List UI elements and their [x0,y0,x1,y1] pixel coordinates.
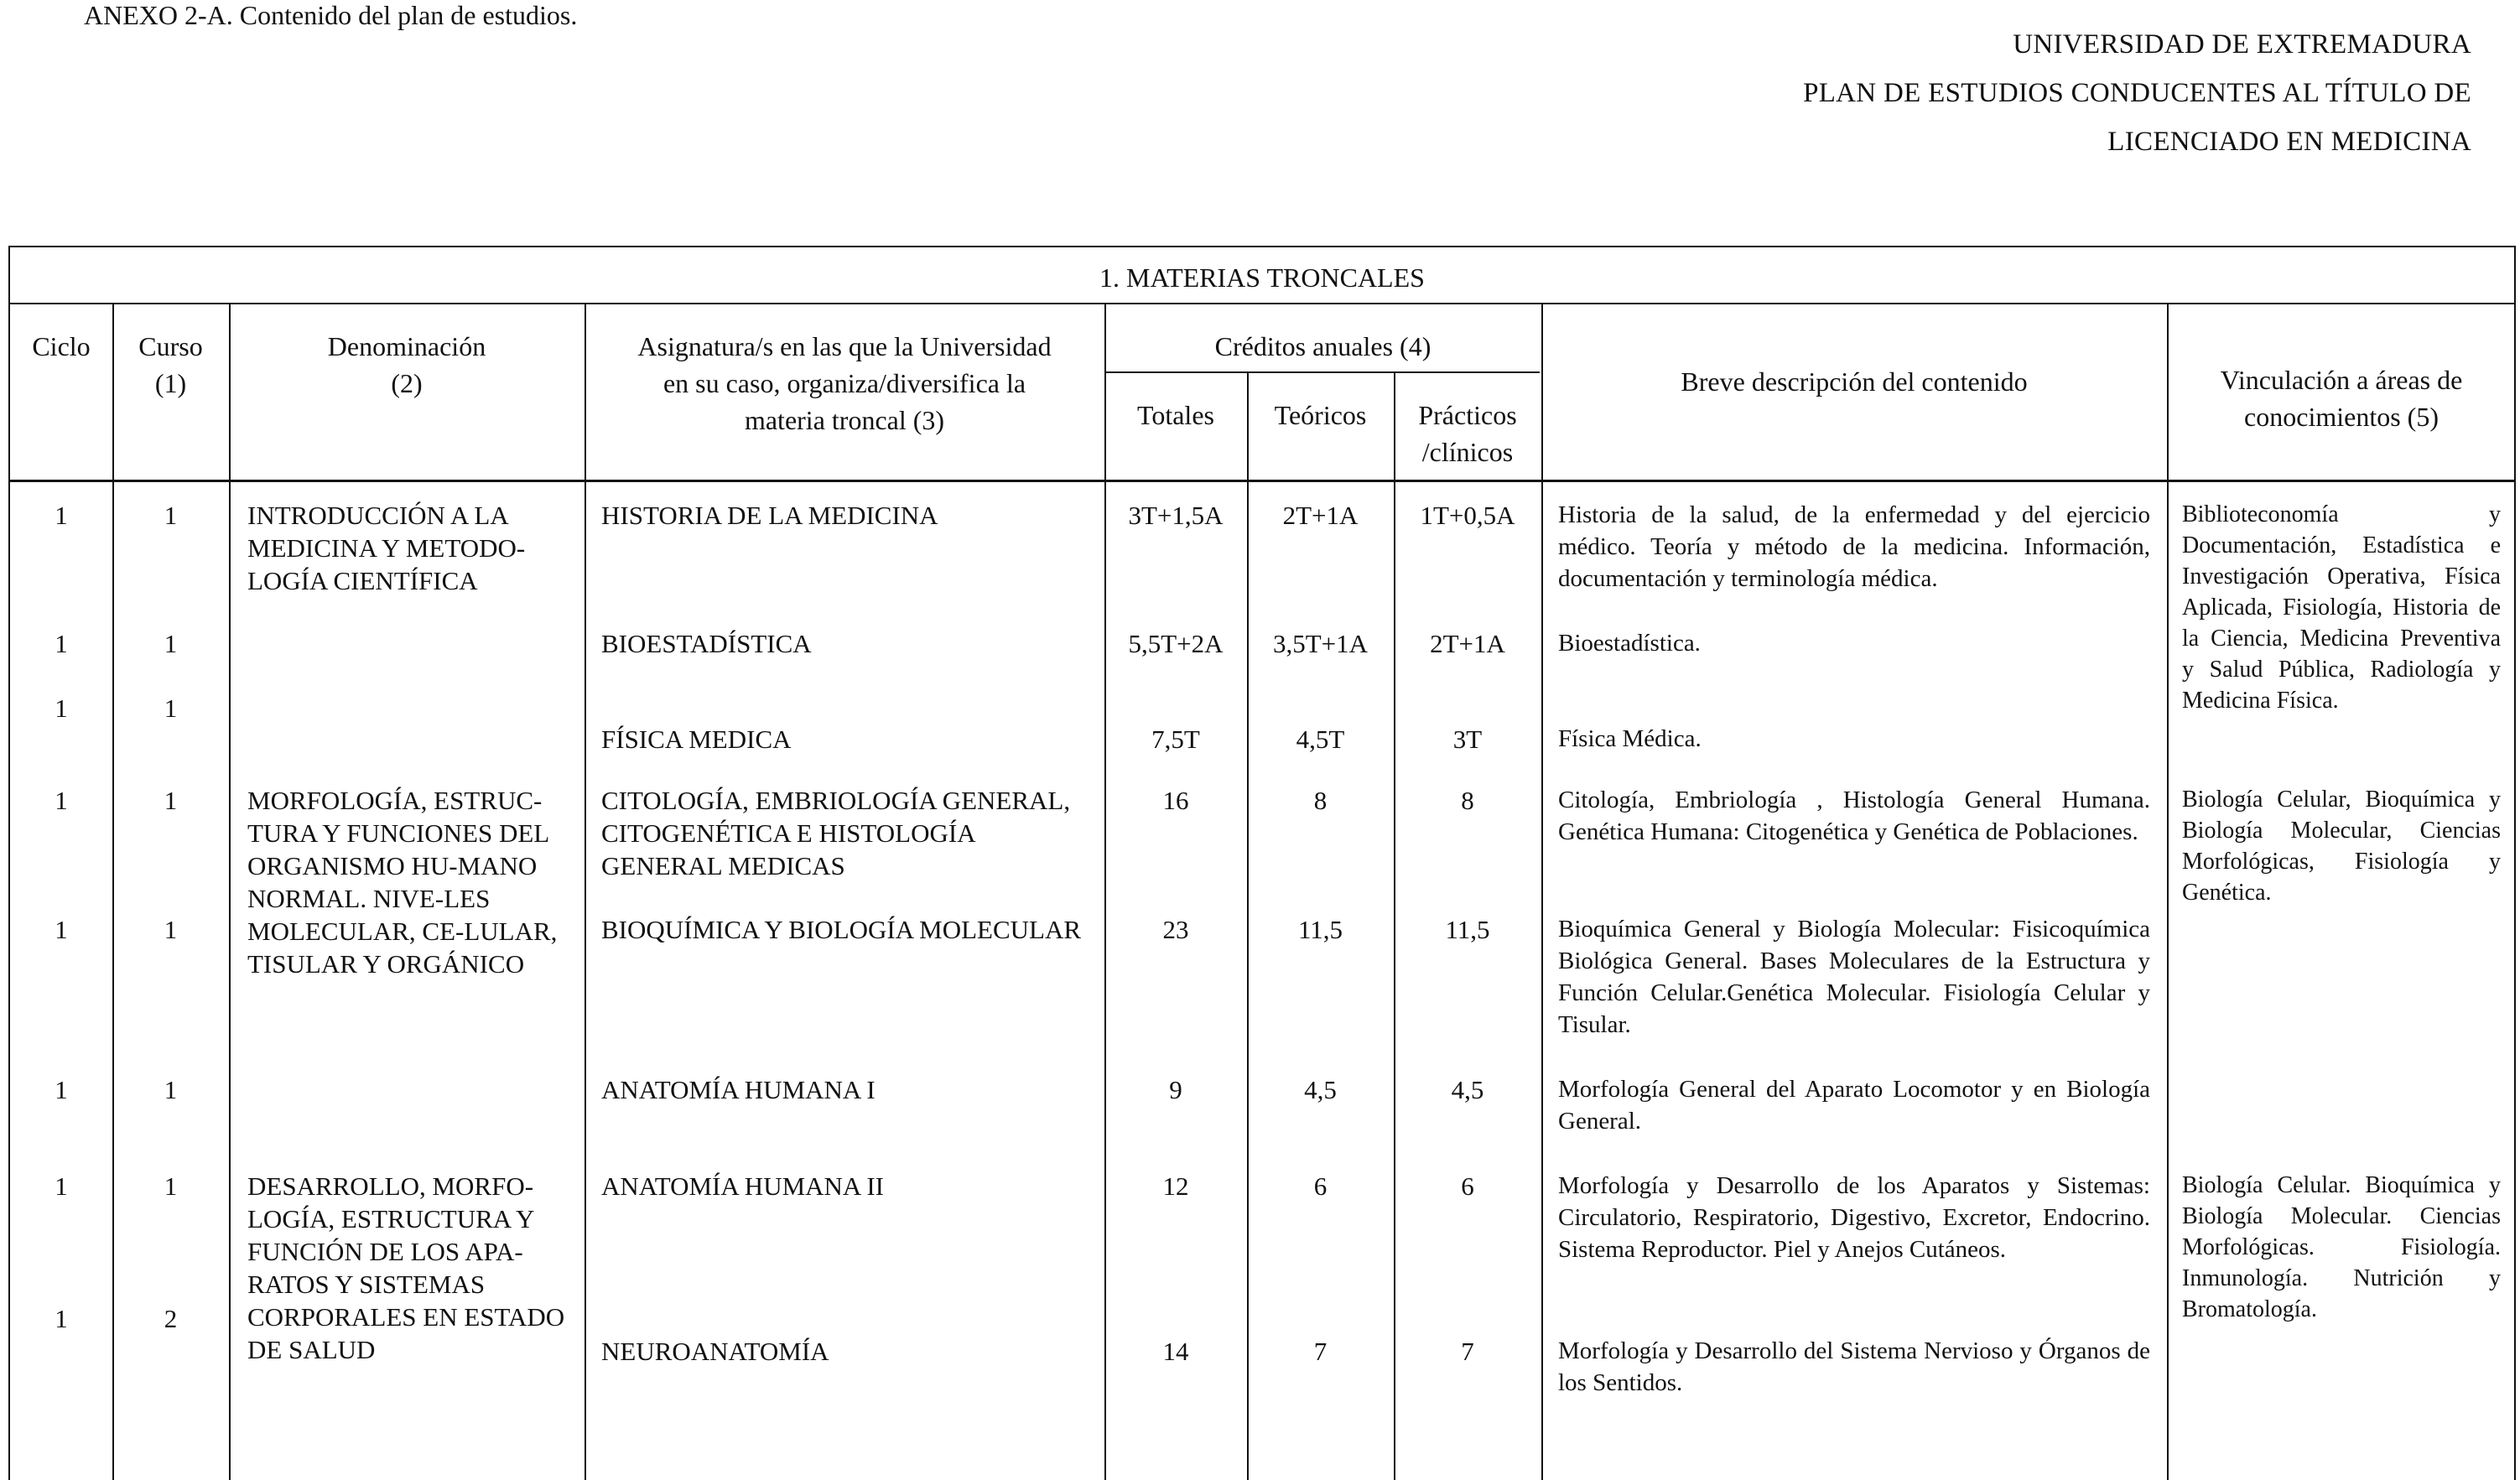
row-teoricos: 3,5T+1A [1272,629,1369,658]
row-descripcion: Citología, Embriología , Histología General Humana. Genética Humana: Citogenética y Genética de Poblaciones. [1558,787,2150,845]
row-ciclo: 1 [55,693,68,723]
row-curso: 2 [164,1304,178,1333]
row-descripcion: Historia de la salud, de la enfermedad y del ejercicio médico. Teoría y método de la medicina. Información, documentación y terminología médica. [1558,501,2150,592]
header-totales: Totales [1137,400,1214,430]
row-curso: 1 [164,1075,178,1104]
row-ciclo: 1 [55,1171,68,1201]
institution-line-3: LICENCIADO EN MEDICINA [2107,127,2471,157]
header-vinculacion-line2: conocimientos (5) [2244,402,2439,432]
row-curso: 1 [164,915,178,944]
row-descripcion: Física Médica. [1558,725,1702,752]
areas-group-1: Biblioteconomía y Documentación, Estadística e Investigación Operativa, Física Aplicada, Fisiología, Historia de la Ciencia, Medicina Preventiva y Salud Pública, Radiología y Medicina Física. [2182,501,2501,714]
header-curso [112,328,229,402]
row-curso: 1 [164,693,178,723]
denominacion-group-2: MORFOLOGÍA, ESTRUC-TURA Y FUNCIONES DEL ORGANISMO HU-MANO NORMAL. NIVE-LES MOLECULAR, CE-LULAR, TISULAR Y ORGÁNICO [247,786,558,979]
institution-header [1803,25,2471,171]
row-practicos: 6 [1461,1171,1474,1201]
annex-title: ANEXO 2-A. Contenido del plan de estudios. [84,0,578,30]
denominacion-group-3: DESARROLLO, MORFO-LOGÍA, ESTRUCTURA Y FUNCIÓN DE LOS APA-RATOS Y SISTEMAS CORPORALES EN ESTADO DE SALUD [247,1171,565,1364]
header-asignatura-line1: Asignatura/s en las que la Universidad [637,331,1052,361]
row-practicos: 4,5 [1451,1075,1484,1104]
header-curso-line2: (1) [154,368,187,398]
header-ciclo: Ciclo [32,331,91,361]
row-practicos: 2T+1A [1430,629,1505,658]
row-asignatura: HISTORIA DE LA MEDICINA [601,501,938,530]
row-teoricos: 8 [1313,786,1328,815]
row-teoricos: 4,5 [1304,1075,1337,1104]
row-teoricos: 6 [1313,1171,1328,1201]
row-totales: 5,5T+2A [1128,629,1224,658]
row-asignatura: ANATOMÍA HUMANA I [601,1075,876,1104]
header-practicos-line1: Prácticos [1418,400,1517,430]
header-asignatura [585,328,1104,439]
header-practicos [1394,397,1541,470]
row-descripcion: Morfología y Desarrollo del Sistema Nervioso y Órganos de los Sentidos. [1558,1337,2150,1396]
row-teoricos: 11,5 [1297,915,1343,944]
curriculum-table [8,246,2516,1480]
areas-group-3: Biología Celular. Bioquímica y Biología Molecular. Ciencias Morfológicas. Fisiología. Inmunología. Nutrición y Bromatología. [2182,1172,2501,1322]
row-totales: 3T+1,5A [1128,501,1224,530]
row-asignatura: CITOLOGÍA, EMBRIOLOGÍA GENERAL, CITOGENÉTICA E HISTOLOGÍA GENERAL MEDICAS [601,786,1071,880]
creditos-subheader-divider [1104,371,1540,373]
header-asignatura-line2: en su caso, organiza/diversifica la [662,368,1026,398]
header-teoricos: Teóricos [1274,400,1367,430]
row-asignatura: FÍSICA MEDICA [601,724,792,754]
row-descripcion: Morfología y Desarrollo de los Aparatos y Sistemas: Circulatorio, Respiratorio, Digestivo, Excretor, Endocrino. Sistema Reproductor. Piel y Anejos Cutáneos. [1558,1172,2150,1263]
row-teoricos: 4,5T [1296,724,1345,754]
row-ciclo: 1 [55,1075,68,1104]
header-denominacion [229,328,585,402]
row-asignatura: BIOESTADÍSTICA [601,629,812,658]
row-asignatura: ANATOMÍA HUMANA II [601,1171,884,1201]
row-totales: 7,5T [1151,724,1200,754]
row-teoricos: 2T+1A [1282,501,1359,530]
row-practicos: 8 [1461,786,1474,815]
header-asignatura-line3: materia troncal (3) [744,405,945,435]
row-ciclo: 1 [55,1304,68,1333]
denominacion-group-1: INTRODUCCIÓN A LA MEDICINA Y METODO-LOGÍA CIENTÍFICA [247,501,526,595]
row-ciclo: 1 [55,915,68,944]
row-descripcion: Bioestadística. [1558,630,1701,657]
header-practicos-line2: /clínicos [1421,437,1514,467]
row-curso: 1 [164,629,178,658]
row-descripcion: Bioquímica General y Biología Molecular: Fisicoquímica Biológica General. Bases Moleculares de la Estructura y Función Celular.Genética Molecular. Fisiología Celular y Tisular. [1558,916,2150,1038]
header-vinculacion-line1: Vinculación a áreas de [2220,365,2463,395]
row-practicos: 7 [1461,1337,1474,1366]
row-curso: 1 [164,786,178,815]
header-descripcion: Breve descripción del contenido [1681,366,2028,397]
row-practicos: 1T+0,5A [1420,501,1515,530]
header-bottom-divider [10,480,2514,482]
section-divider [10,303,2514,304]
row-asignatura: NEUROANATOMÍA [601,1337,829,1366]
header-vinculacion [2167,361,2516,435]
row-totales: 14 [1162,1337,1189,1366]
row-curso: 1 [164,501,178,530]
row-descripcion: Morfología General del Aparato Locomotor y en Biología General. [1558,1076,2150,1135]
row-totales: 16 [1162,786,1189,815]
header-curso-line1: Curso [138,331,203,361]
row-totales: 12 [1162,1171,1189,1201]
row-curso: 1 [164,1171,178,1201]
section-title: 1. MATERIAS TRONCALES [1099,262,1425,293]
row-asignatura: BIOQUÍMICA Y BIOLOGÍA MOLECULAR [601,915,1082,944]
row-practicos: 3T [1452,724,1483,754]
row-ciclo: 1 [55,629,68,658]
header-denominacion-line2: (2) [391,368,423,398]
header-denominacion-line1: Denominación [327,331,486,361]
row-ciclo: 1 [55,501,68,530]
row-totales: 9 [1169,1075,1182,1104]
header-creditos: Créditos anuales (4) [1214,331,1431,361]
row-teoricos: 7 [1313,1337,1328,1366]
row-totales: 23 [1162,915,1189,944]
areas-group-2: Biología Celular, Bioquímica y Biología Molecular, Ciencias Morfológicas, Fisiología y Genética. [2182,787,2501,906]
institution-line-2: PLAN DE ESTUDIOS CONDUCENTES AL TÍTULO DE [1803,78,2471,108]
row-practicos: 11,5 [1445,915,1490,944]
institution-line-1: UNIVERSIDAD DE EXTREMADURA [2013,29,2471,60]
row-ciclo: 1 [55,786,68,815]
